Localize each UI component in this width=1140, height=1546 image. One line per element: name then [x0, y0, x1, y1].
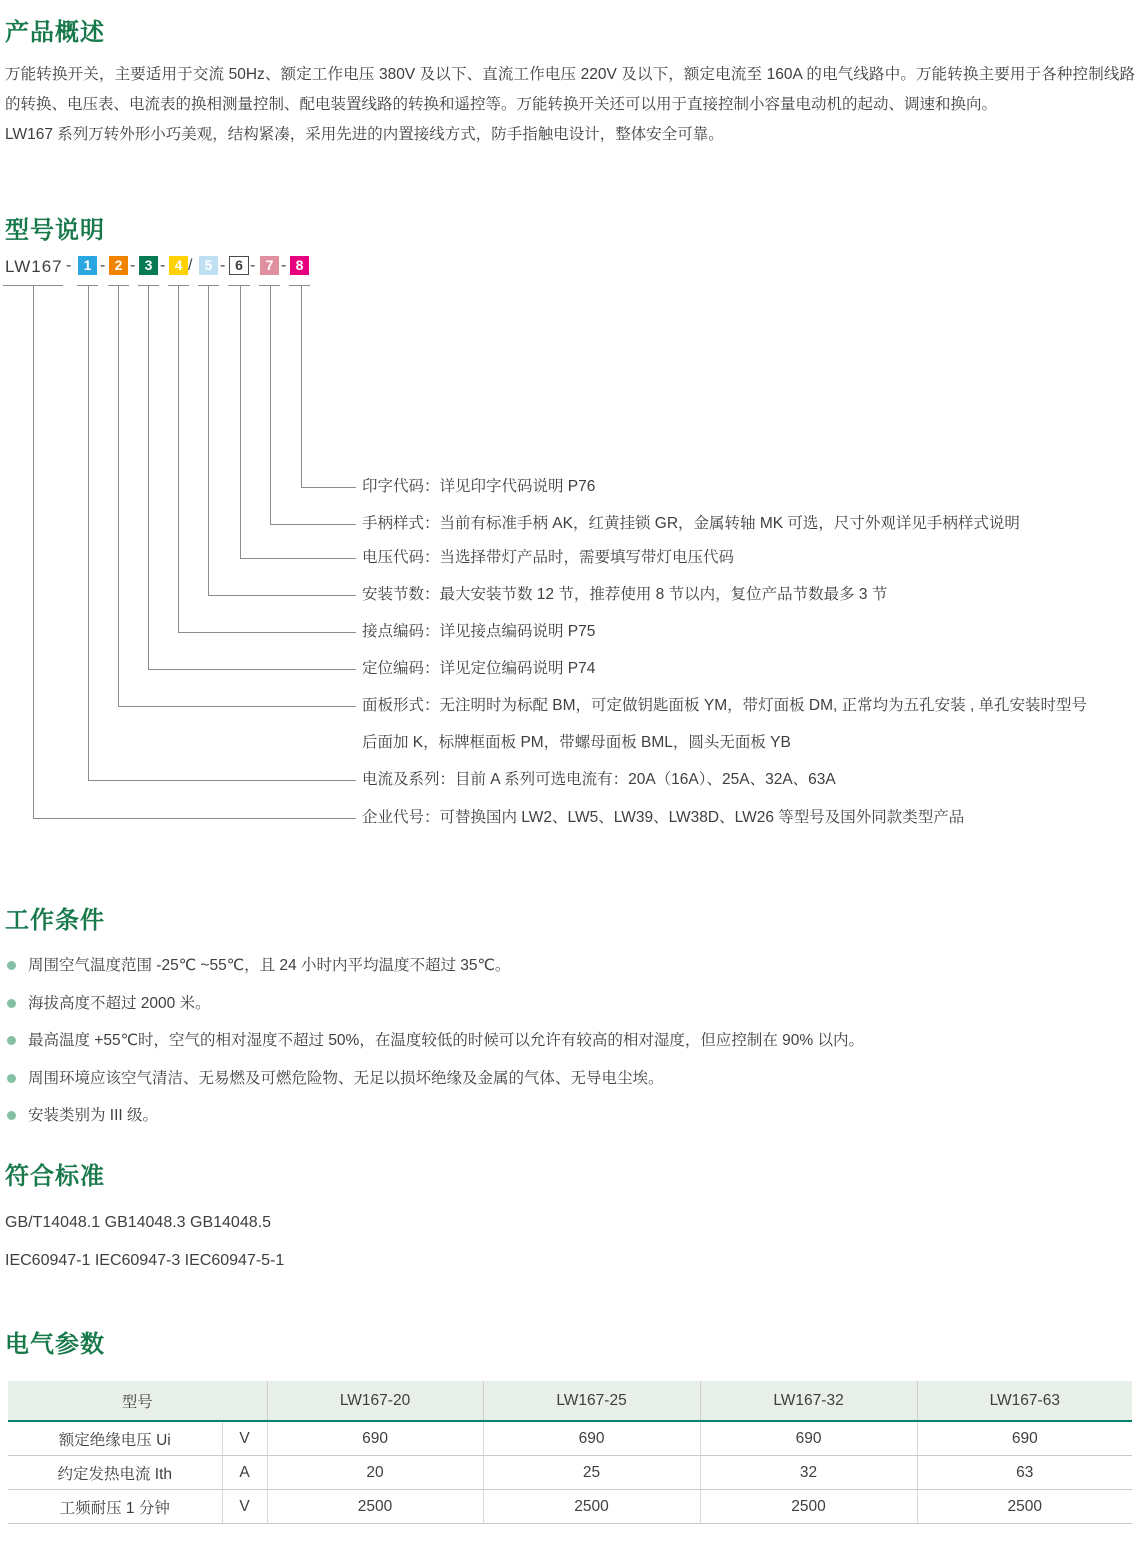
code-box-4: 4 — [169, 256, 188, 275]
standards-line-iec: IEC60947-1 IEC60947-3 IEC60947-5-1 — [5, 1252, 285, 1269]
condition-text: 海拔高度不超过 2000 米。 — [28, 994, 211, 1012]
model-prefix: LW167 — [5, 257, 63, 276]
column-header-lw167-32: LW167-32 — [700, 1381, 917, 1421]
section-standards — [5, 1156, 1135, 1271]
callout-label-print-code: 印字代码：详见印字代码说明 P76 — [362, 478, 596, 495]
code-box-5: 5 — [199, 256, 218, 275]
overview-paragraph-1: 万能转换开关，主要适用于交流 50Hz、额定工作电压 380V 及以下、直流工作电压 220V 及以下，额定电流至 160A 的电气线路中。万能转换主要用于各种控制线路的转换、电压表、电流表的换相测量控制、配电装置线路的转换和遥控等。万能转换开关还可以用于直接控制小容量电动机的起动、调速和换向。 — [5, 66, 1135, 113]
cell-value: 690 — [700, 1421, 917, 1456]
working-conditions-heading: 工作条件 — [5, 907, 105, 934]
list-item — [5, 1030, 1135, 1051]
overview-heading: 产品概述 — [5, 19, 105, 46]
standards-line-gb: GB/T14048.1 GB14048.3 GB14048.5 — [5, 1214, 271, 1231]
code-box-2: 2 — [109, 256, 128, 275]
callout-label-contact-code: 接点编码：详见接点编码说明 P75 — [362, 623, 596, 640]
condition-text: 周围环境应该空气清洁、无易燃及可燃危险物、无足以损坏绝缘及金属的气体、无导电尘埃。 — [28, 1069, 664, 1087]
dash-separator: - — [160, 257, 166, 274]
list-item — [5, 1068, 1135, 1089]
cell-value: 690 — [267, 1421, 483, 1456]
table-header-row — [8, 1381, 1132, 1421]
condition-text: 安装类别为 III 级。 — [28, 1107, 159, 1124]
table-row — [8, 1421, 1132, 1456]
column-header-lw167-25: LW167-25 — [483, 1381, 700, 1421]
dash-separator: - — [281, 257, 287, 274]
bullet-icon — [7, 999, 16, 1008]
column-header-lw167-20: LW167-20 — [267, 1381, 483, 1421]
electrical-parameters-table — [8, 1381, 1132, 1524]
callout-label-panel-type-line2: 后面加 K，标牌框面板 PM，带螺母面板 BML，圆头无面板 YB — [362, 734, 791, 751]
callout-line-company-code — [33, 285, 356, 819]
row-label: 约定发热电流 Ith — [8, 1456, 222, 1490]
working-conditions-list — [5, 955, 1135, 1126]
section-working-conditions — [5, 900, 1135, 1143]
cell-value: 63 — [917, 1456, 1132, 1490]
code-box-3: 3 — [139, 256, 158, 275]
table-row — [8, 1490, 1132, 1524]
callout-label-section-count: 安装节数：最大安装节数 12 节，推荐使用 8 节以内，复位产品节数最多 3 节 — [362, 586, 888, 603]
section-electrical-parameters — [5, 1324, 1135, 1524]
list-item — [5, 993, 1135, 1014]
bullet-icon — [7, 961, 16, 970]
standards-heading: 符合标准 — [5, 1163, 105, 1190]
code-box-6: 6 — [229, 256, 249, 275]
cell-value: 690 — [917, 1421, 1132, 1456]
overview-paragraph-2: LW167 系列万转外形小巧美观，结构紧凑，采用先进的内置接线方式，防手指触电设计，整体安全可靠。 — [5, 126, 724, 143]
cell-value: 2500 — [917, 1490, 1132, 1524]
bullet-icon — [7, 1074, 16, 1083]
code-box-1: 1 — [78, 256, 97, 275]
dash-separator: - — [130, 257, 136, 274]
slash-separator: / — [188, 257, 193, 274]
callout-label-current-series: 电流及系列：目前 A 系列可选电流有：20A（16A）、25A、32A、63A — [362, 771, 836, 788]
code-box-8: 8 — [290, 256, 309, 275]
list-item — [5, 1105, 1135, 1126]
dash-separator: - — [66, 257, 72, 274]
table-row — [8, 1456, 1132, 1490]
bullet-icon — [7, 1111, 16, 1120]
cell-value: 2500 — [483, 1490, 700, 1524]
column-header-model: 型号 — [8, 1381, 267, 1421]
cell-value: 690 — [483, 1421, 700, 1456]
callout-label-panel-type: 面板形式：无注明时为标配 BM，可定做钥匙面板 YM，带灯面板 DM, 正常均为五孔安装 , 单孔安装时型号 — [362, 697, 1088, 714]
row-label: 额定绝缘电压 Ui — [8, 1421, 222, 1456]
condition-text: 最高温度 +55℃时，空气的相对湿度不超过 50%，在温度较低的时候可以允许有较高的相对湿度，但应控制在 90% 以内。 — [28, 1032, 864, 1049]
dash-separator: - — [100, 257, 106, 274]
bullet-icon — [7, 1036, 16, 1045]
dash-separator: - — [220, 257, 226, 274]
model-code-heading: 型号说明 — [5, 217, 105, 244]
condition-text: 周围空气温度范围 -25℃ ~55℃，且 24 小时内平均温度不超过 35℃。 — [28, 957, 511, 974]
dash-separator: - — [250, 257, 256, 274]
column-header-lw167-63: LW167-63 — [917, 1381, 1132, 1421]
list-item — [5, 955, 1135, 976]
row-unit: V — [222, 1421, 267, 1456]
callout-label-voltage-code: 电压代码：当选择带灯产品时，需要填写带灯电压代码 — [362, 549, 735, 566]
row-unit: V — [222, 1490, 267, 1524]
row-label: 工频耐压 1 分钟 — [8, 1490, 222, 1524]
model-code-diagram — [0, 248, 1140, 848]
code-box-7: 7 — [260, 256, 279, 275]
cell-value: 25 — [483, 1456, 700, 1490]
callout-label-handle-style: 手柄样式：当前有标准手柄 AK，红黄挂锁 GR，金属转轴 MK 可选，尺寸外观详见手柄样式说明 — [362, 515, 1020, 532]
cell-value: 2500 — [267, 1490, 483, 1524]
section-product-overview — [5, 12, 1135, 150]
row-unit: A — [222, 1456, 267, 1490]
callout-label-position-code: 定位编码：详见定位编码说明 P74 — [362, 660, 596, 677]
electrical-parameters-heading: 电气参数 — [5, 1331, 105, 1358]
callout-label-company-code: 企业代号：可替换国内 LW2、LW5、LW39、LW38D、LW26 等型号及国外同款类型产品 — [362, 809, 965, 826]
cell-value: 20 — [267, 1456, 483, 1490]
cell-value: 32 — [700, 1456, 917, 1490]
cell-value: 2500 — [700, 1490, 917, 1524]
